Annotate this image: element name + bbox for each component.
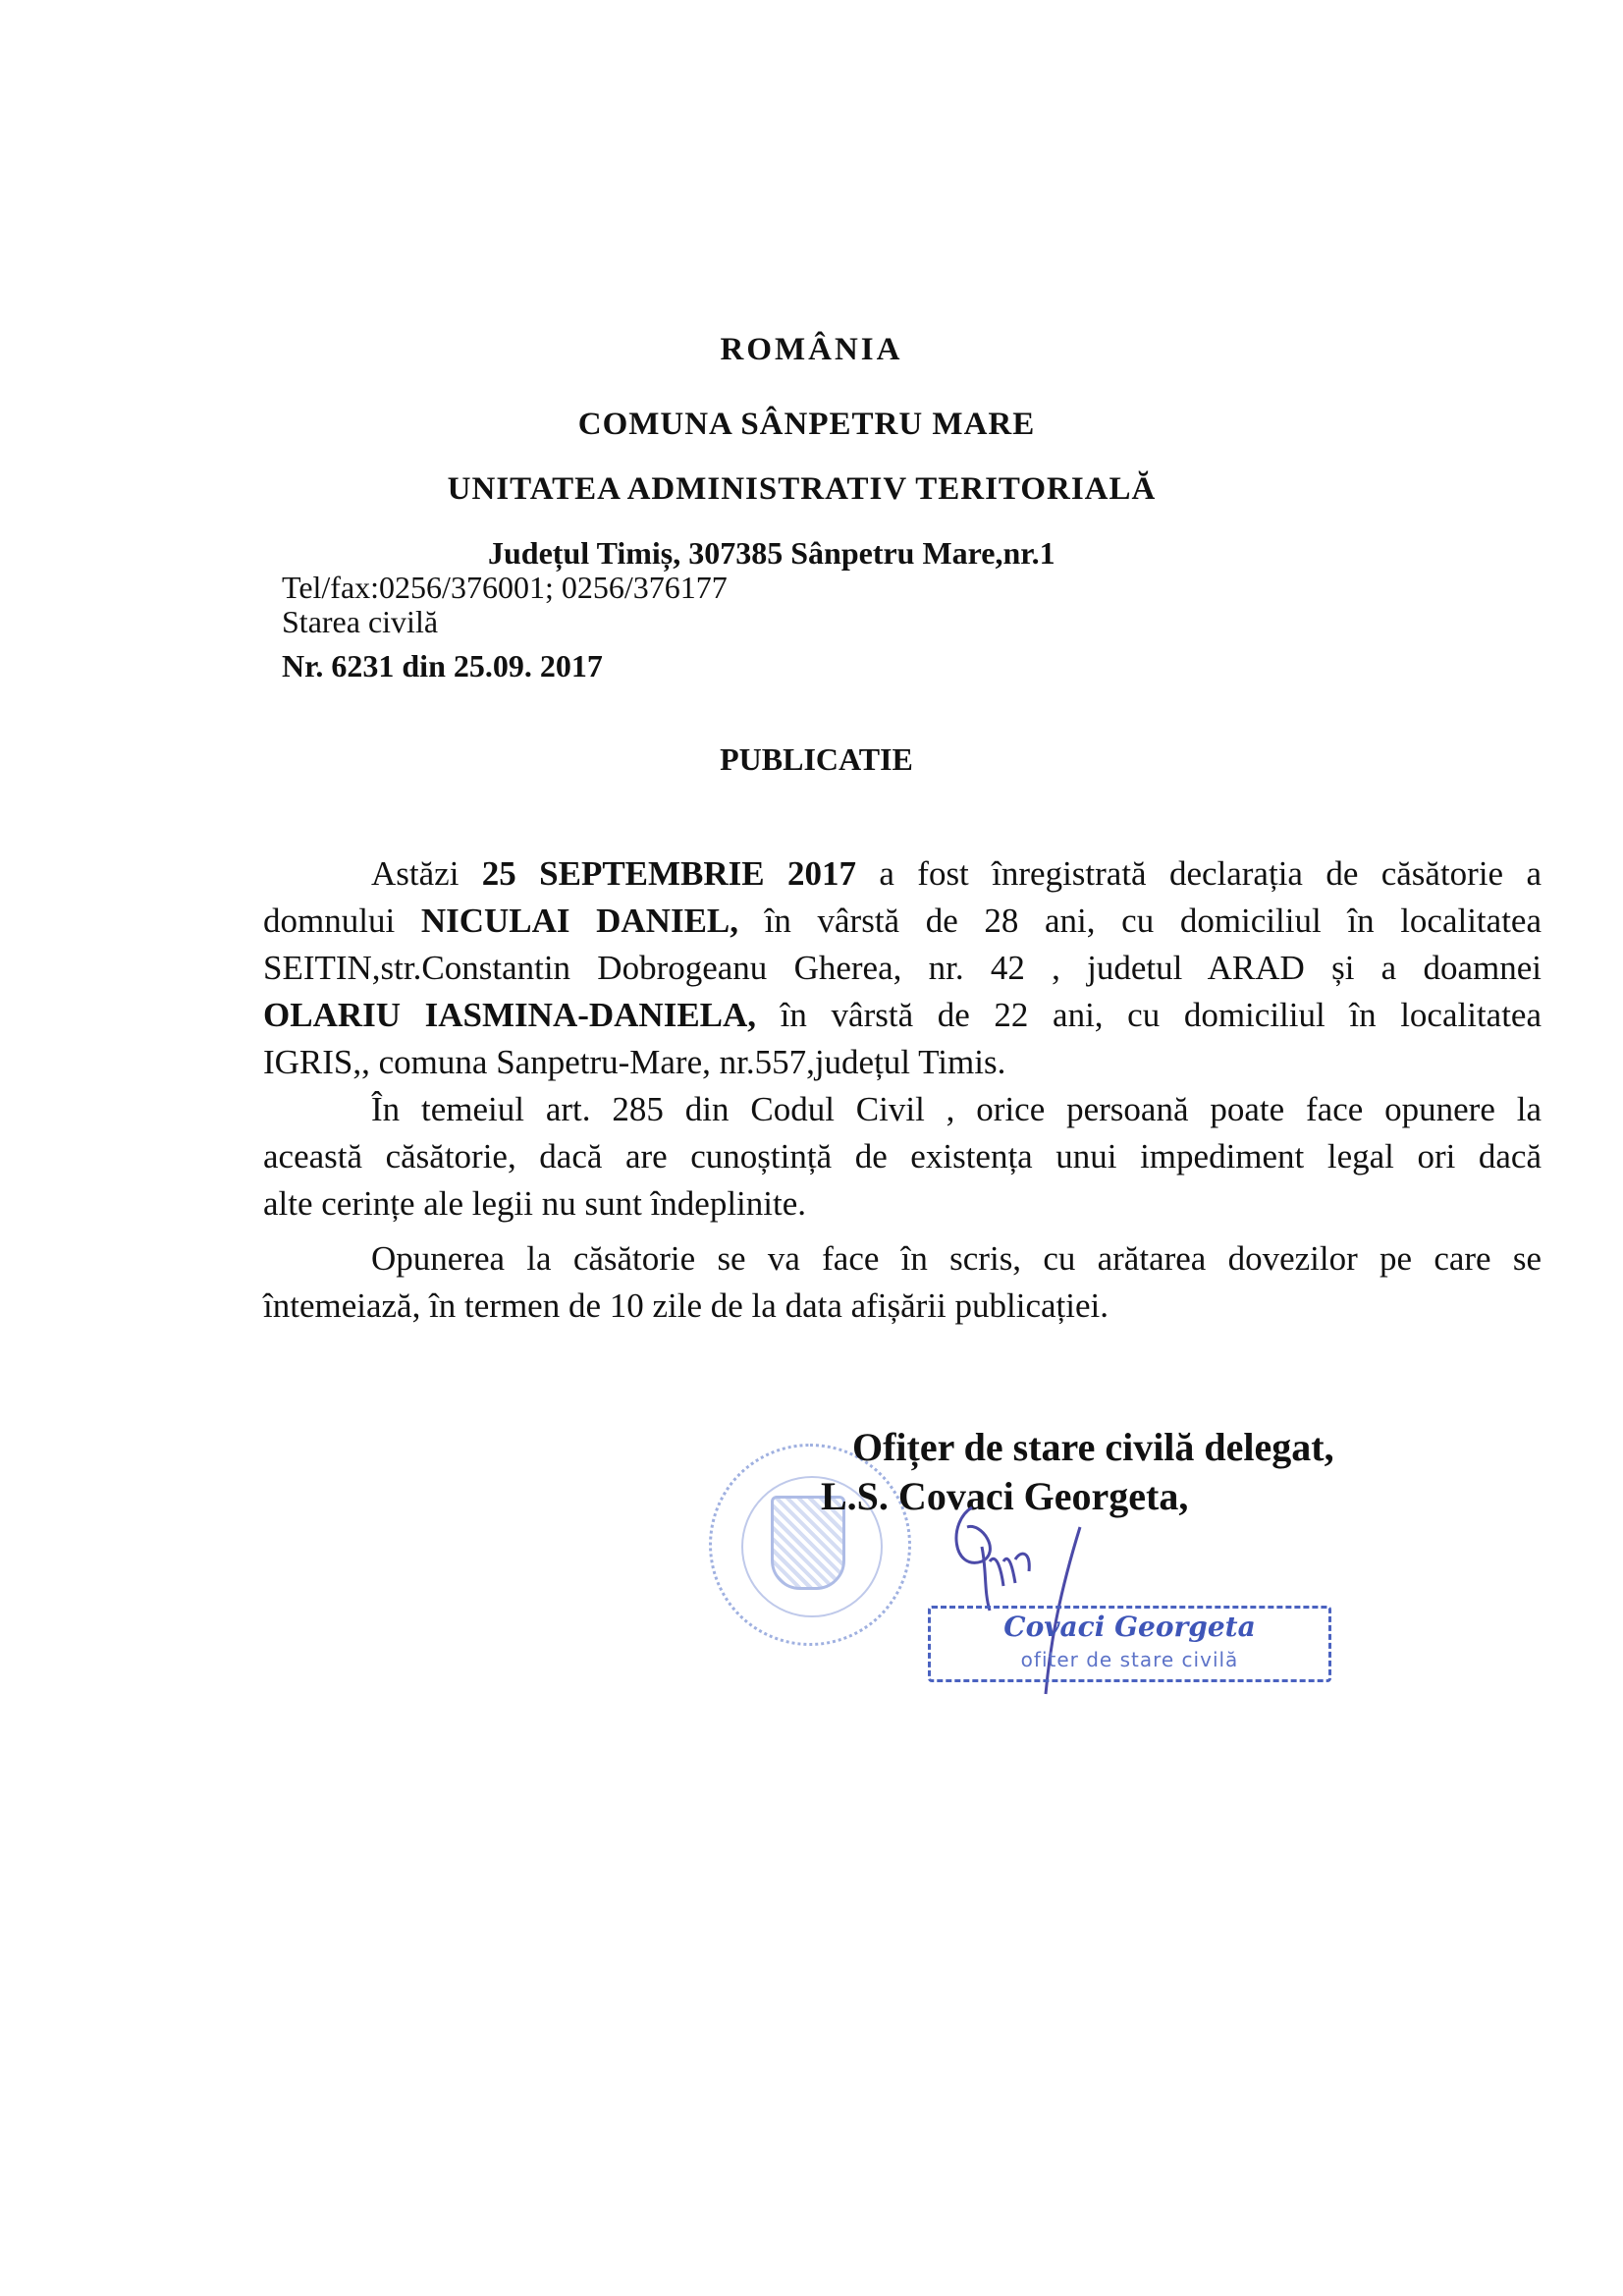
body-line bbox=[263, 1286, 1542, 1326]
unit-heading: UNITATEA ADMINISTRATIV TERITORIALĂ bbox=[447, 471, 1157, 507]
body-line bbox=[263, 1184, 1542, 1224]
telfax-line: Tel/fax:0256/376001; 0256/376177 bbox=[282, 570, 728, 605]
body-text: Opunerea la căsătorie se va face în scris, cu arătarea dovezilor pe care se bbox=[371, 1239, 1542, 1278]
body-text: alte cerințe ale legii nu sunt îndeplinite. bbox=[263, 1184, 807, 1223]
body-text: IGRIS,, comuna Sanpetru-Mare, nr.557,județul Timis. bbox=[263, 1043, 1006, 1081]
emphasized-text: NICULAI DANIEL, bbox=[420, 902, 739, 940]
stamp-role: ofiter de stare civilă bbox=[1020, 1648, 1239, 1671]
body-text: SEITIN,str.Constantin Dobrogeanu Gherea, nr. 42 , judetul ARAD și a doamnei bbox=[263, 949, 1542, 987]
body-text: În temeiul art. 285 din Codul Civil , orice persoană poate face opunere la bbox=[371, 1090, 1542, 1128]
address-line: Județul Timiș, 307385 Sânpetru Mare,nr.1 bbox=[488, 535, 1055, 571]
body-line bbox=[263, 854, 1542, 894]
emphasized-text: 25 SEPTEMBRIE 2017 bbox=[481, 854, 857, 893]
document-title: PUBLICATIE bbox=[720, 741, 913, 777]
reference-number: Nr. 6231 din 25.09. 2017 bbox=[282, 648, 603, 683]
body-text: întemeiază, în termen de 10 zile de la data afișării publicației. bbox=[263, 1286, 1109, 1325]
body-line bbox=[263, 1043, 1542, 1082]
body-line bbox=[263, 902, 1542, 941]
body-text: a fost înregistrată declarația de căsătorie a bbox=[856, 854, 1542, 893]
signatory-name: L.S. Covaci Georgeta, bbox=[821, 1474, 1189, 1518]
body-line bbox=[263, 996, 1542, 1035]
body-text: această căsătorie, dacă are cunoștință de existența unui impediment legal ori dacă bbox=[263, 1137, 1542, 1175]
signatory-role: Ofițer de stare civilă delegat, bbox=[852, 1425, 1334, 1469]
emphasized-text: OLARIU IASMINA-DANIELA, bbox=[263, 996, 757, 1034]
body-line bbox=[263, 1239, 1542, 1279]
department-line: Starea civilă bbox=[282, 604, 439, 639]
body-text: Astăzi bbox=[371, 854, 482, 893]
country-heading: ROMÂNIA bbox=[720, 332, 903, 367]
body-line bbox=[263, 1090, 1542, 1129]
body-text: domnului bbox=[263, 902, 421, 940]
body-line bbox=[263, 949, 1542, 988]
name-stamp bbox=[928, 1606, 1331, 1682]
stamp-name: Covaci Georgeta bbox=[1003, 1611, 1256, 1643]
body-line bbox=[263, 1137, 1542, 1176]
commune-heading: COMUNA SÂNPETRU MARE bbox=[577, 407, 1036, 442]
body-text: în vârstă de 22 ani, cu domiciliul în localitatea bbox=[756, 996, 1542, 1034]
body-text: în vârstă de 28 ani, cu domiciliul în localitatea bbox=[738, 902, 1542, 940]
